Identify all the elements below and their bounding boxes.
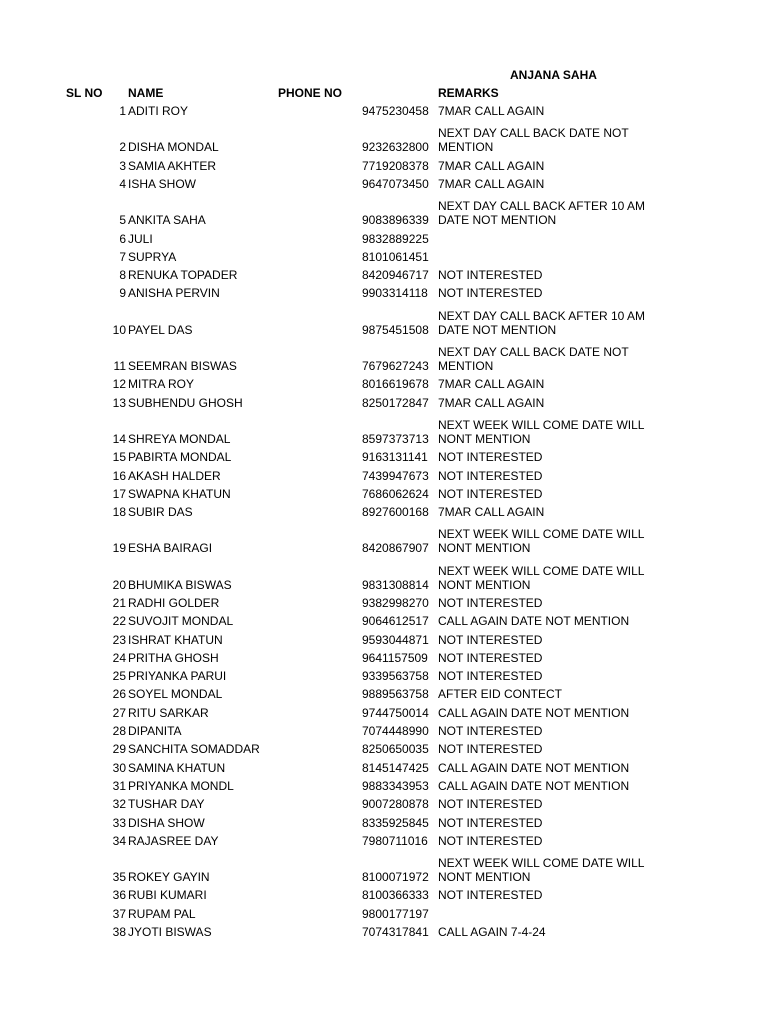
cell-sl-no: 35 xyxy=(112,870,126,884)
cell-phone: 7686062624 xyxy=(362,487,429,501)
table-row xyxy=(0,706,768,720)
table-row xyxy=(0,309,768,337)
cell-sl-no: 4 xyxy=(119,177,126,191)
cell-remark: CALL AGAIN 7-4-24 xyxy=(438,925,546,939)
table-row xyxy=(0,797,768,811)
table-row xyxy=(0,761,768,775)
cell-name: RENUKA TOPADER xyxy=(128,268,238,282)
table-row xyxy=(0,250,768,264)
header-sl-no: SL NO xyxy=(66,86,103,100)
cell-name: MITRA ROY xyxy=(128,377,195,391)
table-row xyxy=(0,177,768,191)
table-row xyxy=(0,126,768,154)
table-row xyxy=(0,487,768,501)
cell-phone: 9889563758 xyxy=(362,687,429,701)
cell-phone: 8335925845 xyxy=(362,816,429,830)
cell-remark: MENTION xyxy=(438,140,494,154)
table-row xyxy=(0,199,768,227)
cell-name: SWAPNA KHATUN xyxy=(128,487,231,501)
header-phone-no: PHONE NO xyxy=(278,86,343,100)
cell-phone: 9875451508 xyxy=(362,323,429,337)
cell-remark: 7MAR CALL AGAIN xyxy=(438,104,545,118)
cell-sl-no: 14 xyxy=(112,432,126,446)
cell-phone: 9232632800 xyxy=(362,140,429,154)
cell-phone: 7439947673 xyxy=(362,469,429,483)
cell-sl-no: 20 xyxy=(112,578,126,592)
cell-sl-no: 27 xyxy=(112,706,126,720)
cell-name: PRIYANKA PARUI xyxy=(128,669,227,683)
cell-sl-no: 18 xyxy=(112,505,126,519)
cell-phone: 9832889225 xyxy=(362,232,429,246)
cell-name: DISHA MONDAL xyxy=(128,140,219,154)
cell-name: ANISHA PERVIN xyxy=(128,286,220,300)
cell-name: PAYEL DAS xyxy=(128,323,193,337)
cell-remark: NOT INTERESTED xyxy=(438,268,543,282)
table-row xyxy=(0,232,768,246)
cell-name: ESHA BAIRAGI xyxy=(128,541,213,555)
cell-name: ADITI ROY xyxy=(128,104,189,118)
cell-name: JYOTI BISWAS xyxy=(128,925,212,939)
cell-name: ANKITA SAHA xyxy=(128,213,206,227)
table-row xyxy=(0,268,768,282)
header-name: NAME xyxy=(128,86,164,100)
table-row xyxy=(0,104,768,118)
cell-remark: NOT INTERESTED xyxy=(438,669,543,683)
cell-remark: CALL AGAIN DATE NOT MENTION xyxy=(438,779,630,793)
cell-remark: DATE NOT MENTION xyxy=(438,213,557,227)
table-row xyxy=(0,816,768,830)
table-row xyxy=(0,779,768,793)
cell-phone: 9083896339 xyxy=(362,213,429,227)
cell-name: RUPAM PAL xyxy=(128,907,196,921)
cell-sl-no: 13 xyxy=(112,396,126,410)
cell-name: SUBIR DAS xyxy=(128,505,193,519)
cell-name: SAMIA AKHTER xyxy=(128,159,217,173)
cell-sl-no: 28 xyxy=(112,724,126,738)
cell-phone: 8927600168 xyxy=(362,505,429,519)
table-row xyxy=(0,377,768,391)
cell-remark: NONT MENTION xyxy=(438,541,531,555)
cell-remark: NOT INTERESTED xyxy=(438,816,543,830)
cell-remark: DATE NOT MENTION xyxy=(438,323,557,337)
cell-name: DIPANITA xyxy=(128,724,182,738)
cell-remark: 7MAR CALL AGAIN xyxy=(438,177,545,191)
cell-sl-no: 37 xyxy=(112,907,126,921)
cell-phone: 9382998270 xyxy=(362,596,429,610)
cell-remark: NOT INTERESTED xyxy=(438,888,543,902)
cell-remark-line1: NEXT WEEK WILL COME DATE WILL xyxy=(438,527,645,541)
header-remarks: REMARKS xyxy=(438,86,499,100)
table-row xyxy=(0,834,768,848)
cell-name: BHUMIKA BISWAS xyxy=(128,578,232,592)
cell-name: PABIRTA MONDAL xyxy=(128,450,232,464)
cell-phone: 9744750014 xyxy=(362,706,429,720)
cell-phone: 7074448990 xyxy=(362,724,429,738)
cell-remark: NOT INTERESTED xyxy=(438,742,543,756)
table-row xyxy=(0,742,768,756)
cell-remark: 7MAR CALL AGAIN xyxy=(438,377,545,391)
cell-sl-no: 26 xyxy=(112,687,126,701)
table-row xyxy=(0,925,768,939)
cell-remark: NONT MENTION xyxy=(438,870,531,884)
table-row xyxy=(0,469,768,483)
cell-phone: 8597373713 xyxy=(362,432,429,446)
cell-remark-line1: NEXT WEEK WILL COME DATE WILL xyxy=(438,418,645,432)
cell-sl-no: 30 xyxy=(112,761,126,775)
cell-sl-no: 15 xyxy=(112,450,126,464)
cell-phone: 7719208378 xyxy=(362,159,429,173)
cell-phone: 8250650035 xyxy=(362,742,429,756)
cell-remark: NOT INTERESTED xyxy=(438,469,543,483)
cell-sl-no: 10 xyxy=(112,323,126,337)
cell-sl-no: 5 xyxy=(119,213,126,227)
cell-name: SHREYA MONDAL xyxy=(128,432,231,446)
cell-phone: 9831308814 xyxy=(362,578,429,592)
cell-sl-no: 21 xyxy=(112,596,126,610)
cell-remark-line1: NEXT DAY CALL BACK AFTER 10 AM xyxy=(438,199,645,213)
cell-sl-no: 16 xyxy=(112,469,126,483)
cell-remark: NOT INTERESTED xyxy=(438,286,543,300)
cell-remark: NOT INTERESTED xyxy=(438,797,543,811)
cell-remark: NOT INTERESTED xyxy=(438,651,543,665)
cell-sl-no: 11 xyxy=(113,359,126,373)
cell-sl-no: 1 xyxy=(119,104,126,118)
cell-sl-no: 38 xyxy=(112,925,126,939)
cell-sl-no: 25 xyxy=(112,669,126,683)
cell-sl-no: 17 xyxy=(112,487,126,501)
cell-remark: NOT INTERESTED xyxy=(438,596,543,610)
cell-name: RADHI GOLDER xyxy=(128,596,220,610)
cell-remark: AFTER EID CONTECT xyxy=(438,687,563,701)
cell-sl-no: 36 xyxy=(112,888,126,902)
table-row xyxy=(0,345,768,373)
cell-phone: 9647073450 xyxy=(362,177,429,191)
cell-phone: 7074317841 xyxy=(362,925,429,939)
table-row xyxy=(0,614,768,628)
cell-phone: 8016619678 xyxy=(362,377,429,391)
table-row xyxy=(0,527,768,555)
cell-remark-line1: NEXT DAY CALL BACK AFTER 10 AM xyxy=(438,309,645,323)
cell-phone: 9883343953 xyxy=(362,779,429,793)
cell-phone: 8145147425 xyxy=(362,761,429,775)
cell-sl-no: 6 xyxy=(119,232,126,246)
cell-remark: NOT INTERESTED xyxy=(438,724,543,738)
table-row xyxy=(0,888,768,902)
table-row xyxy=(0,418,768,446)
cell-name: SOYEL MONDAL xyxy=(128,687,223,701)
cell-name: RAJASREE DAY xyxy=(128,834,219,848)
cell-sl-no: 3 xyxy=(119,159,126,173)
cell-name: AKASH HALDER xyxy=(128,469,221,483)
cell-remark: NOT INTERESTED xyxy=(438,487,543,501)
cell-remark: CALL AGAIN DATE NOT MENTION xyxy=(438,761,630,775)
cell-remark-line1: NEXT DAY CALL BACK DATE NOT xyxy=(438,345,629,359)
cell-sl-no: 7 xyxy=(119,250,126,264)
cell-remark: NOT INTERESTED xyxy=(438,834,543,848)
cell-name: DISHA SHOW xyxy=(128,816,205,830)
table-row xyxy=(0,724,768,738)
table-row xyxy=(0,564,768,592)
cell-sl-no: 31 xyxy=(112,779,126,793)
cell-name: PRITHA GHOSH xyxy=(128,651,219,665)
cell-phone: 8100366333 xyxy=(362,888,429,902)
cell-phone: 7679627243 xyxy=(362,359,429,373)
cell-sl-no: 32 xyxy=(112,797,126,811)
cell-name: SUBHENDU GHOSH xyxy=(128,396,243,410)
cell-phone: 8420867907 xyxy=(362,541,429,555)
cell-sl-no: 12 xyxy=(112,377,126,391)
cell-sl-no: 22 xyxy=(112,614,126,628)
cell-remark: 7MAR CALL AGAIN xyxy=(438,159,545,173)
cell-sl-no: 9 xyxy=(119,286,126,300)
cell-name: JULI xyxy=(128,232,153,246)
table-row xyxy=(0,596,768,610)
cell-sl-no: 34 xyxy=(112,834,126,848)
table-row xyxy=(0,505,768,519)
table-row xyxy=(0,286,768,300)
cell-name: SUPRYA xyxy=(128,250,177,264)
table-row xyxy=(0,669,768,683)
cell-name: ISHA SHOW xyxy=(128,177,197,191)
cell-name: ROKEY GAYIN xyxy=(128,870,210,884)
cell-phone: 9007280878 xyxy=(362,797,429,811)
cell-remark: NOT INTERESTED xyxy=(438,450,543,464)
cell-remark-line1: NEXT DAY CALL BACK DATE NOT xyxy=(438,126,629,140)
table-row xyxy=(0,633,768,647)
cell-phone: 9475230458 xyxy=(362,104,429,118)
cell-phone: 9641157509 xyxy=(362,651,428,665)
cell-sl-no: 29 xyxy=(112,742,126,756)
cell-sl-no: 8 xyxy=(119,268,126,282)
cell-remark: 7MAR CALL AGAIN xyxy=(438,396,545,410)
cell-phone: 7980711016 xyxy=(362,834,428,848)
cell-remark: MENTION xyxy=(438,359,494,373)
cell-name: SANCHITA SOMADDAR xyxy=(128,742,260,756)
cell-remark: NOT INTERESTED xyxy=(438,633,543,647)
table-row xyxy=(0,651,768,665)
cell-phone: 9903314118 xyxy=(362,286,428,300)
cell-remark-line1: NEXT WEEK WILL COME DATE WILL xyxy=(438,564,645,578)
cell-sl-no: 33 xyxy=(112,816,126,830)
cell-phone: 9339563758 xyxy=(362,669,429,683)
cell-phone: 9064612517 xyxy=(362,614,429,628)
cell-sl-no: 2 xyxy=(119,140,126,154)
cell-phone: 8101061451 xyxy=(362,250,429,264)
cell-sl-no: 23 xyxy=(112,633,126,647)
table-row xyxy=(0,396,768,410)
cell-remark: NONT MENTION xyxy=(438,432,531,446)
cell-phone: 9163131141 xyxy=(362,450,428,464)
cell-name: TUSHAR DAY xyxy=(128,797,205,811)
cell-name: SUVOJIT MONDAL xyxy=(128,614,234,628)
table-row xyxy=(0,907,768,921)
cell-phone: 9593044871 xyxy=(362,633,429,647)
table-row xyxy=(0,159,768,173)
cell-sl-no: 24 xyxy=(112,651,126,665)
cell-name: RITU SARKAR xyxy=(128,706,209,720)
cell-name: ISHRAT KHATUN xyxy=(128,633,223,647)
table-row xyxy=(0,687,768,701)
cell-sl-no: 19 xyxy=(112,541,126,555)
cell-remark: 7MAR CALL AGAIN xyxy=(438,505,545,519)
cell-remark: CALL AGAIN DATE NOT MENTION xyxy=(438,706,630,720)
table-row xyxy=(0,856,768,884)
cell-phone: 8420946717 xyxy=(362,268,429,282)
cell-remark: NONT MENTION xyxy=(438,578,531,592)
cell-remark: CALL AGAIN DATE NOT MENTION xyxy=(438,614,630,628)
cell-phone: 9800177197 xyxy=(362,907,429,921)
cell-name: SEEMRAN BISWAS xyxy=(128,359,237,373)
cell-phone: 8100071972 xyxy=(362,870,429,884)
cell-name: PRIYANKA MONDL xyxy=(128,779,234,793)
cell-name: RUBI KUMARI xyxy=(128,888,207,902)
owner-name: ANJANA SAHA xyxy=(510,68,597,82)
cell-phone: 8250172847 xyxy=(362,396,429,410)
cell-name: SAMINA KHATUN xyxy=(128,761,226,775)
cell-remark-line1: NEXT WEEK WILL COME DATE WILL xyxy=(438,856,645,870)
table-row xyxy=(0,450,768,464)
